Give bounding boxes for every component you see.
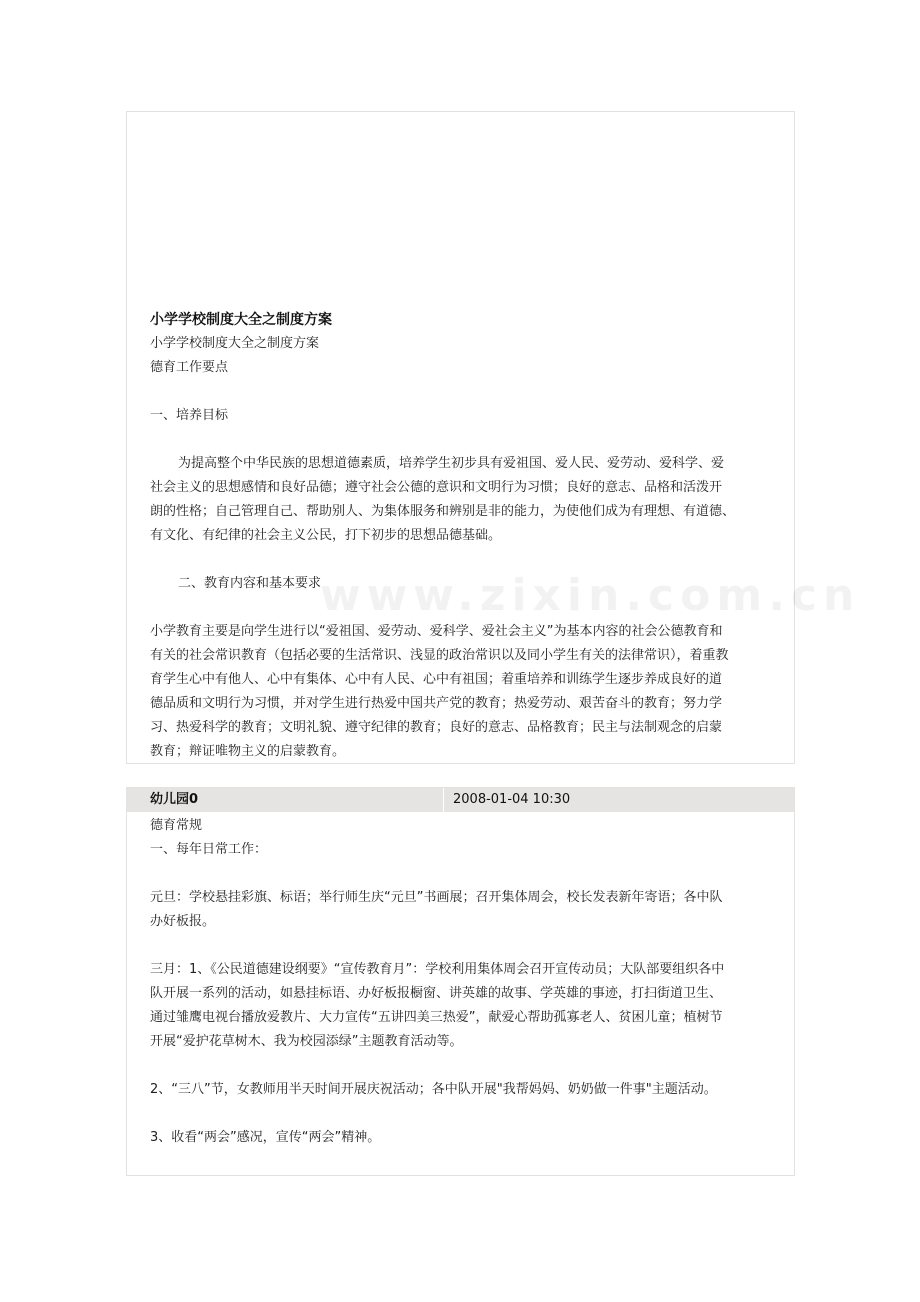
- paragraph-line: 社会主义的思想感情和良好品德；遵守社会公德的意识和文明行为习惯；良好的意志、品格和活泼开: [150, 480, 723, 495]
- list-item: 2、“三八”节，女教师用半天时间开展庆祝活动；各中队开展"我帮妈妈、奶奶做一件事"主题活动。: [150, 1082, 717, 1097]
- post-panel: [126, 787, 795, 1176]
- paragraph-line: 教育；辩证唯物主义的启蒙教育。: [150, 744, 346, 759]
- list-item: 3、收看“两会”感况，宣传“两会”精神。: [150, 1130, 381, 1145]
- article-panel: [126, 111, 795, 764]
- section-heading: 德育工作要点: [150, 360, 229, 375]
- section-title-goals: 一、培养目标: [150, 408, 229, 423]
- post-heading: 德育常规: [150, 818, 203, 833]
- meta-divider: [443, 788, 444, 812]
- paragraph-line: 习、热爱科学的教育；文明礼貌、遵守纪律的教育；良好的意志、品格教育；民主与法制观念的启蒙: [150, 720, 723, 735]
- document-title: 小学学校制度大全之制度方案: [150, 312, 332, 328]
- post-date: 2008-01-04 10:30: [453, 792, 571, 807]
- post-intro: 一、每年日常工作：: [150, 842, 268, 857]
- paragraph-line: 队开展一系列的活动，如悬挂标语、办好板报橱窗、讲英雄的故事、学英雄的事迹，打扫街道卫生、: [150, 986, 723, 1001]
- article-body: [150, 308, 795, 764]
- paragraph-line: 德品质和文明行为习惯，并对学生进行热爱中国共产党的教育；热爱劳动、艰苦奋斗的教育；努力学: [150, 696, 723, 711]
- paragraph-line: 有文化、有纪律的社会主义公民，打下初步的思想品德基础。: [150, 528, 502, 543]
- paragraph-line: 小学教育主要是向学生进行以“爱祖国、爱劳动、爱科学、爱社会主义”为基本内容的社会公德教育和: [150, 624, 723, 639]
- post-body: [150, 814, 795, 1150]
- paragraph-line: 元旦：学校悬挂彩旗、标语；举行师生庆“元旦”书画展；召开集体周会，校长发表新年寄语；各中队: [150, 890, 723, 905]
- paragraph-line: 开展“爱护花草树木、我为校园添绿”主题教育活动等。: [150, 1034, 463, 1049]
- post-author[interactable]: 幼儿园0: [150, 792, 199, 807]
- document-subtitle: 小学学校制度大全之制度方案: [150, 336, 320, 351]
- post-meta-bar: [127, 788, 794, 812]
- paragraph-line: 通过雏鹰电视台播放爱教片、大力宣传“五讲四美三热爱”，献爱心帮助孤寡老人、贫困儿童；植树节: [150, 1010, 723, 1025]
- paragraph-line: 为提高整个中华民族的思想道德素质，培养学生初步具有爱祖国、爱人民、爱劳动、爱科学、爱: [178, 456, 725, 471]
- paragraph-line: 有关的社会常识教育（包括必要的生活常识、浅显的政治常识以及同小学生有关的法律常识），着重教: [150, 648, 729, 663]
- paragraph-line: 育学生心中有他人、心中有集体、心中有人民、心中有祖国；着重培养和训练学生逐步养成良好的道: [150, 672, 723, 687]
- section-title-content: 二、教育内容和基本要求: [178, 576, 322, 591]
- paragraph-line: 三月：1、《公民道德建设纲要》“宣传教育月”：学校利用集体周会召开宣传动员；大队部要组织各中: [150, 962, 725, 977]
- paragraph-line: 朗的性格；自己管理自己、帮助别人、为集体服务和辨别是非的能力，为使他们成为有理想、有道德、: [150, 504, 736, 519]
- paragraph-line: 办好板报。: [150, 914, 216, 929]
